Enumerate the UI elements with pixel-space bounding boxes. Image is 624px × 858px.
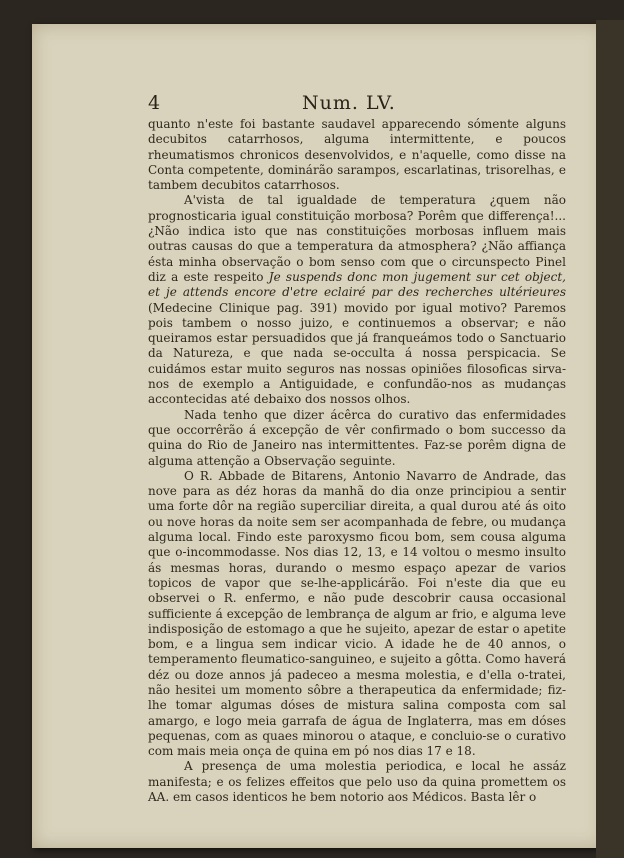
page-number: 4 bbox=[148, 92, 161, 114]
body-text bbox=[148, 117, 566, 805]
paragraph-2-continuation: (Medecine Clinique pag. 391) movido por igual motivo? Paremos pois tambem o nosso juizo, e continuemos a observar; e não queiramos estar persuadidos que já franqueámos todo o Sanctuario da Natureza, e que nada se-occulta á nossa perspicacia. Se cuidámos estar muito seguros nas nossas opiniões filosoficas sirva-nos de exemplo a Antiguidade, e confundão-nos as mudanças accontecidas até debaixo dos nossos olhos. bbox=[148, 300, 566, 407]
paragraph-4: O R. Abbade de Bitarens, Antonio Navarro de Andrade, das nove para as déz horas da manhã do dia onze principiou a sentir uma forte dôr na região superciliar direita, a qual durou até ás oito ou nove horas da noite sem ser acompanhada de febre, ou mudança alguma local. Findo este paroxysmo ficou bom, sem cousa alguma que o-incommodasse. Nos dias 12, 13, e 14 voltou o mesmo insulto ás mesmas horas, durando o mesmo espaço apezar de varios topicos de vapor que se-lhe-applicárão. Foi n'este dia que eu observei o R. enfermo, e não pude descobrir causa occasional sufficiente á excepção de lembrança de algum ar frio, e alguma leve indisposição de estomago a que he sujeito, apezar de estar o apetite bom, e a lingua sem indicar vicio. A idade he de 40 annos, o temperamento fleumatico-sanguineo, e sujeito a gôtta. Como haverá déz ou doze annos já padeceo a mesma molestia, e d'ella o-tratei, não hesitei um momento sôbre a therapeutica da enfermidade; fiz-lhe tomar algumas dóses de mistura salina composta com sal amargo, e logo meia garrafa de água de Inglaterra, mas em dóses pequenas, com as quaes minorou o ataque, e concluio-se o curativo com mais meia onça de quina em pó nos dias 17 e 18. bbox=[148, 468, 566, 759]
running-head: Num. LV. bbox=[302, 92, 396, 114]
paragraph-1: quanto n'este foi bastante saudavel apparecendo sómente alguns decubitos catarrhosos, alguma intermittente, e poucos rheumatismos chronicos desenvolvidos, e n'aquelle, como disse na Conta competente, dominárão sarampos, escarlatinas, trisorelhas, e tambem decubitos catarrhosos. bbox=[148, 117, 566, 193]
paragraph-5: A presença de uma molestia periodica, e local he assáz manifesta; e os felizes effeitos que pelo uso da quina promettem os AA. em casos identicos he bem notorio aos Médicos. Basta lêr o bbox=[148, 759, 566, 805]
page-edge-background bbox=[596, 20, 624, 858]
paragraph-2-text: A'vista de tal igualdade de temperatura ¿quem não prognosticaria igual constituição morbosa? Porêm que differença!...¿Não indica isto que nas constituições morbosas influem mais outras causas do que a temperatura da atmosphera? ¿Não affiança ésta minha observação o bom senso com que o circunspecto Pinel diz a este respeito bbox=[148, 193, 566, 284]
pinel-quote: Je suspends donc mon jugement sur cet object, et je attends encore d'etre eclairé par des recherches ultérieures bbox=[148, 269, 566, 300]
paragraph-2 bbox=[148, 193, 566, 407]
paragraph-3: Nada tenho que dizer ácêrca do curativo das enfermidades que occorrêrão á excepção de vêr confirmado o bom successo da quina do Rio de Janeiro nas intermittentes. Faz-se porêm digna de alguma attenção a Observação seguinte. bbox=[148, 407, 566, 468]
page-header bbox=[148, 92, 548, 116]
